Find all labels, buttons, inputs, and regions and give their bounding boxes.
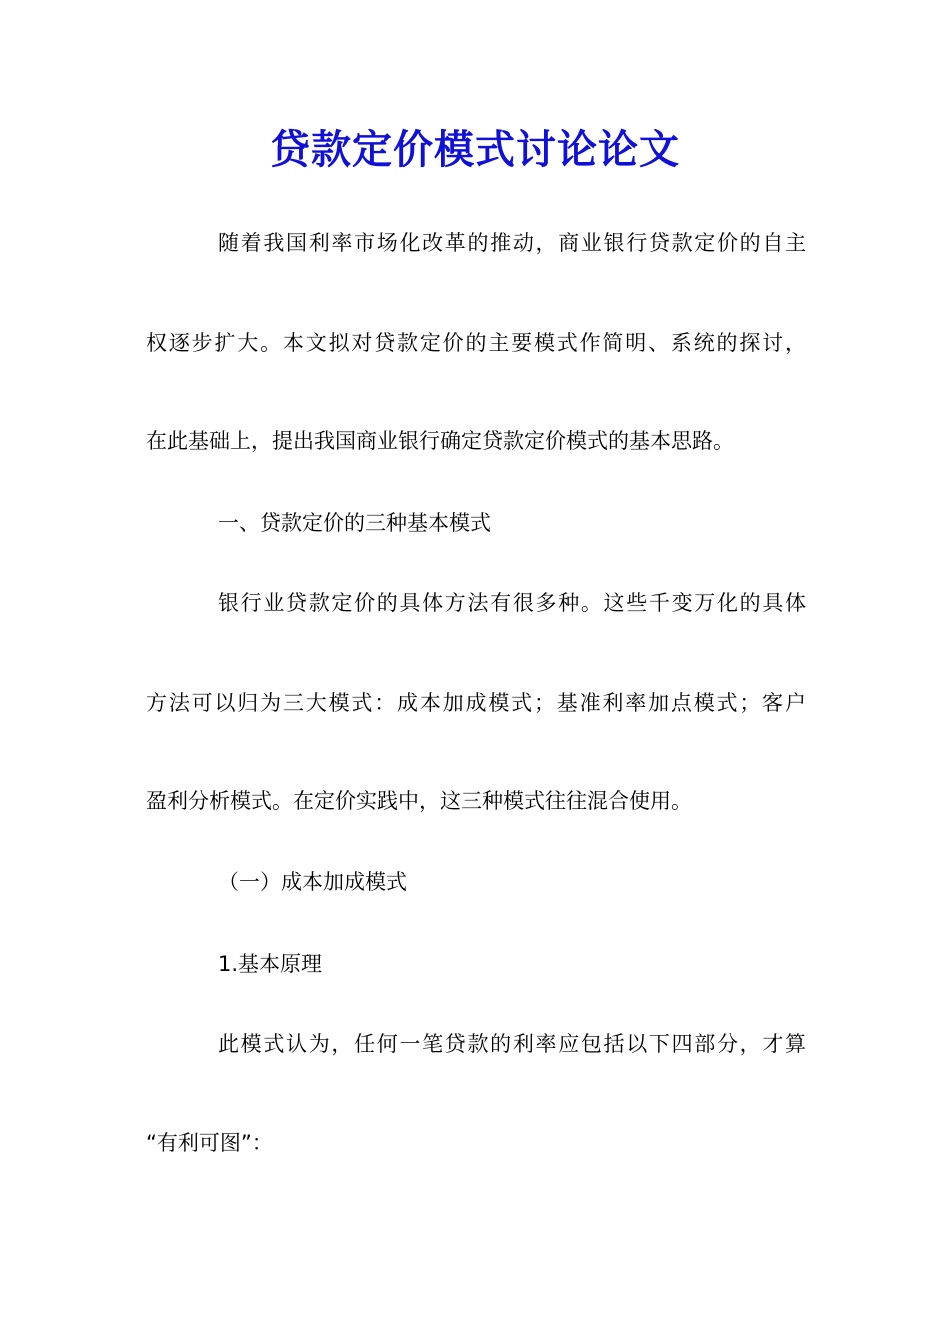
paragraph-line: 盈利分析模式。在定价实践中，这三种模式往往混合使用。 [146, 789, 692, 813]
paragraph-line: 方法可以归为三大模式：成本加成模式；基准利率加点模式；客户 [146, 691, 806, 715]
paragraph-line: 此模式认为，任何一笔贷款的利率应包括以下四部分，才算 [218, 1032, 806, 1056]
document-title: 贷款定价模式讨论论文 [270, 126, 680, 173]
subsection-heading: （一）成本加成模式 [218, 870, 407, 894]
paragraph-line: 银行业贷款定价的具体方法有很多种。这些千变万化的具体 [218, 591, 806, 615]
subsection-item: 1.基本原理 [218, 952, 323, 976]
paragraph-line: 权逐步扩大。本文拟对贷款定价的主要模式作简明、系统的探讨， [146, 331, 806, 355]
paragraph-line: 在此基础上，提出我国商业银行确定贷款定价模式的基本思路。 [146, 429, 734, 453]
section-heading: 一、贷款定价的三种基本模式 [218, 511, 491, 535]
paragraph-line: 随着我国利率市场化改革的推动，商业银行贷款定价的自主 [218, 231, 806, 255]
paragraph-line: “有利可图”： [146, 1131, 273, 1155]
